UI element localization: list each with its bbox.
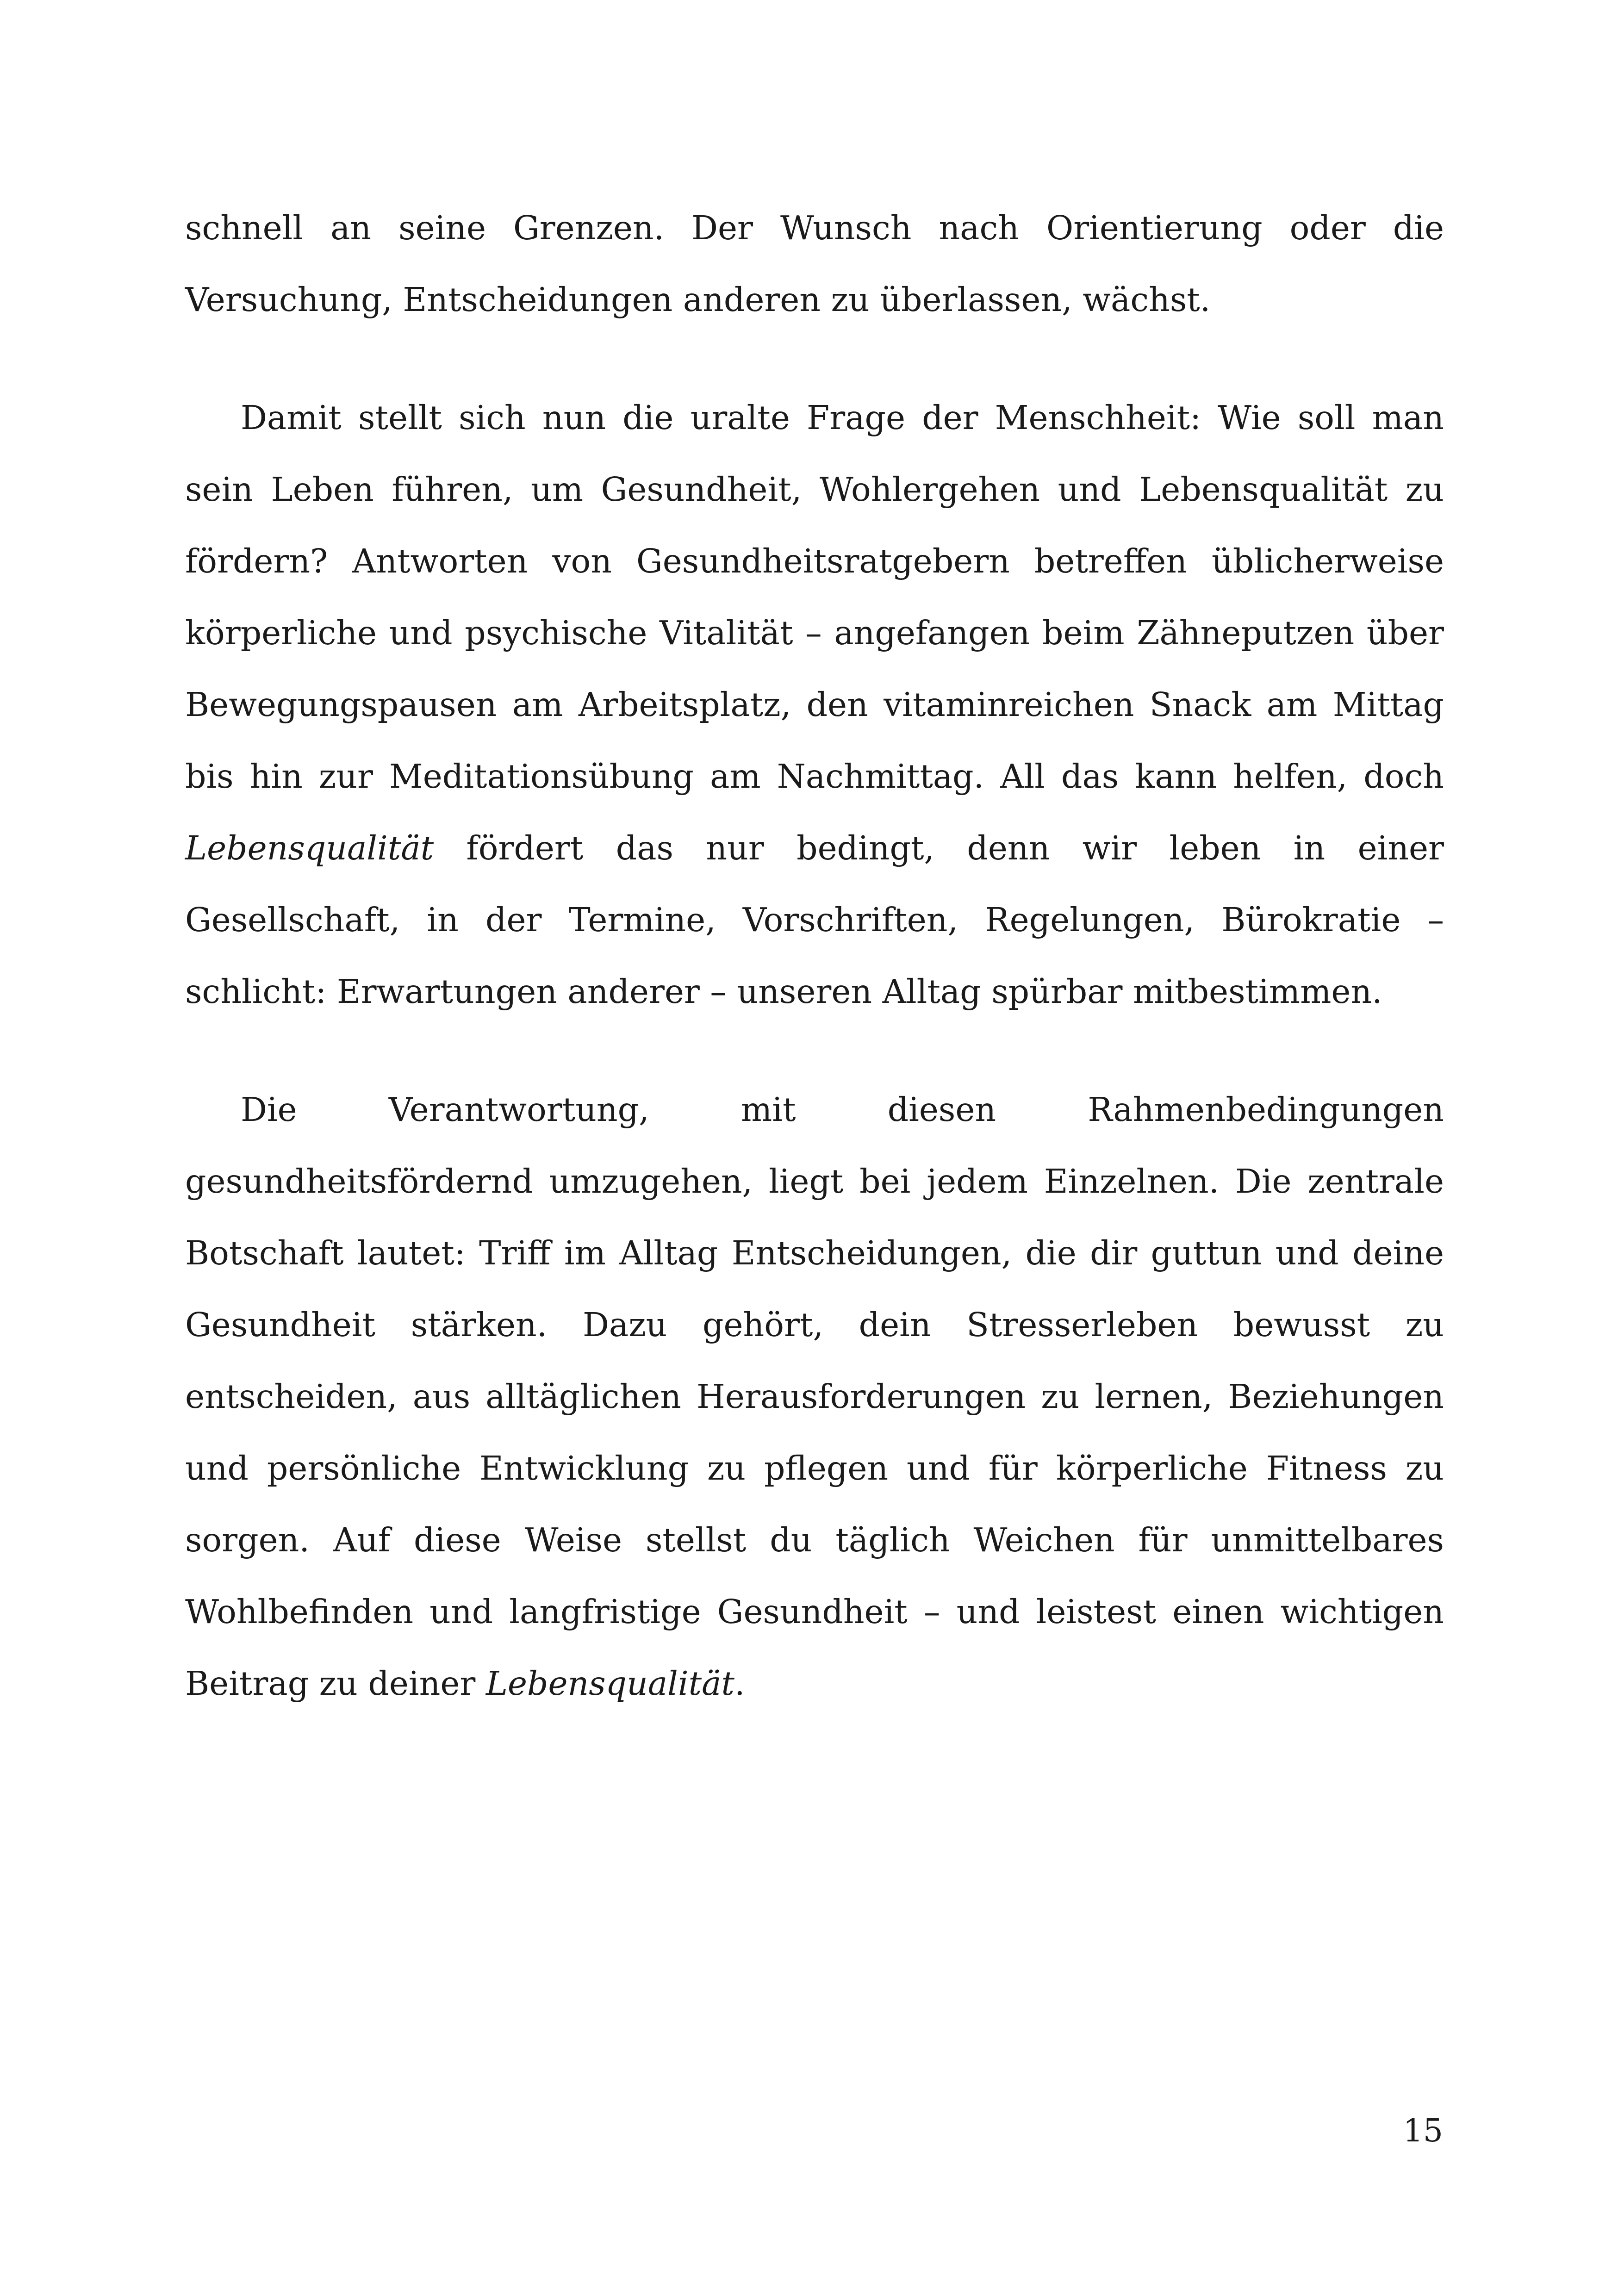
- page-number: 15: [1403, 2113, 1443, 2149]
- paragraph-3-text-after: .: [734, 1664, 745, 1703]
- paragraph-2-text-after: fördert das nur bedingt, denn wir leben in einer Gesellschaft, in der Termine, Vorschriften, Regelungen, Bürokratie – schlicht: Erwartungen anderer – unseren Alltag spürbar mitbestimmen.: [185, 829, 1444, 1011]
- paragraph-2: [185, 382, 1444, 1027]
- paragraph-3: [185, 1074, 1444, 1719]
- paragraph-3-emphasis: Lebensqualität: [485, 1664, 734, 1703]
- paragraph-2-emphasis: Lebensqualität: [185, 829, 434, 867]
- paragraph-2-text: Damit stellt sich nun die uralte Frage der Menschheit: Wie soll man sein Leben führen, um Gesundheit, Wohlergehen und Lebensqualität zu fördern? Antworten von Gesundheitsratgebern betreffen üblicherweise körperliche und psychische Vitalität – angefangen beim Zähneputzen über Bewegungspausen am Arbeitsplatz, den vitaminreichen Snack am Mittag bis hin zur Meditationsübung am Nachmittag. All das kann helfen, doch: [185, 398, 1444, 796]
- paragraph-1: [185, 192, 1444, 336]
- paragraph-3-text: Die Verantwortung, mit diesen Rahmenbedingungen gesundheitsfördernd umzugehen, liegt bei jedem Einzelnen. Die zentrale Botschaft lautet: Triff im Alltag Entscheidungen, die dir guttun und deine Gesundheit stärken. Dazu gehört, dein Stresserleben bewusst zu entscheiden, aus alltäglichen Herausforderungen zu lernen, Beziehungen und persönliche Entwicklung zu pflegen und für körperliche Fitness zu sorgen. Auf diese Weise stellst du täglich Weichen für unmittelbares Wohlbefinden und langfristige Gesundheit – und leistest einen wichtigen Beitrag zu deiner: [185, 1090, 1444, 1703]
- body-text: [185, 192, 1444, 1719]
- paragraph-1-text: schnell an seine Grenzen. Der Wunsch nach Orientierung oder die Versuchung, Entscheidungen anderen zu überlassen, wächst.: [185, 209, 1444, 319]
